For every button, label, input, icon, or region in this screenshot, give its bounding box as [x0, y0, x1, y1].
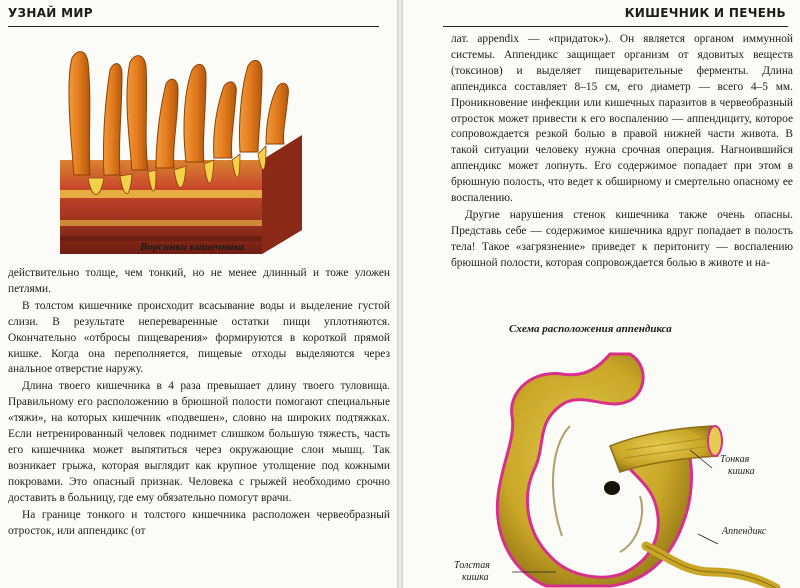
right-page-body — [451, 32, 793, 273]
left-paragraph-1: действительно толще, чем тонкий, но не менее длинный и тоже уложен петлями. — [8, 267, 390, 295]
left-page-body — [8, 266, 390, 540]
appendix-figure-caption: Схема расположения аппендикса — [509, 323, 672, 335]
leader-appendix — [698, 534, 718, 544]
left-page — [0, 0, 397, 588]
right-paragraph-1: лат. appendix — «придаток»). Он является органом иммунной системы. Аппендикс защищает организм от ядовитых веществ (токсинов) и выделяет пищеварительные ферменты. Длина аппендикса составляет 8–15 см, его диаметр — всего 4–5 мм. Проникновение инфекции или кишечных паразитов в червеобразный отросток может привести к его воспалению — аппендициту, которое сопровождается резкой болью в правой нижней части живота. В такой ситуации человеку нужна срочная операция. Нагноившийся аппендикс может лопнуть. Его содержимое попадает при этом в брюшную полость, что ведет к обширному и смертельно опасному ее воспалению. — [451, 33, 793, 205]
left-paragraph-4: На границе тонкого и толстого кишечника расположен червеобразный отросток, или аппендикс (от — [8, 508, 390, 537]
left-paragraph-2: В толстом кишечнике происходит всасывание воды и выделение густой слизи. В результате неперевaренные остатки пищи уплотняются. Окончательно «отбросы пищеварения» формируются в короткой прямой кишке. Когда она переполняется, пищевые отходы выделяются через анальное отверстие наружу. — [8, 299, 390, 376]
label-appendix: Аппендикс — [722, 526, 767, 537]
villi-figure-caption: Ворсинки кишечника — [140, 241, 245, 253]
label-large-intestine-2: кишка — [462, 572, 489, 583]
right-paragraph-2: Другие нарушения стенок кишечника также очень опасны. Представь себе — содержимое кишечника вдруг попадает в полость тела! Такое «загрязнение» приведет к перитониту — воспалению брюшной полости, которая сопровождается болью в животе и на- — [451, 208, 793, 269]
label-large-intestine-1: Толстая — [454, 560, 490, 571]
label-small-intestine-1: Тонкая — [720, 454, 750, 465]
appendix-location-diagram — [450, 346, 792, 588]
running-head-left: УЗНАЙ МИР — [8, 6, 93, 20]
header-rule-left — [8, 26, 379, 27]
intestinal-villi-illustration — [52, 40, 314, 260]
header-rule-right — [443, 26, 788, 27]
label-small-intestine-2: кишка — [728, 466, 755, 477]
left-paragraph-3: Длина твоего кишечника в 4 раза превышает длину твоего туловища. Правильному его расположению в брюшной полости помогают специальные «тяжи», на которых кишечник «подвешен», словно на широких подтяжках. Если нетренированный человек поднимет слишком большую тяжесть, часть его кишечника может выпятиться через окружающие слои мышц. Так возникает грыжа, которая выглядит как крупное утолщение под кожными покровами. Это опасный признак. Человека с грыжей необходимо срочно доставить в больницу, где ему обязательно помогут врачи. — [8, 380, 390, 504]
running-head-right: КИШЕЧНИК И ПЕЧЕНЬ — [624, 6, 786, 20]
